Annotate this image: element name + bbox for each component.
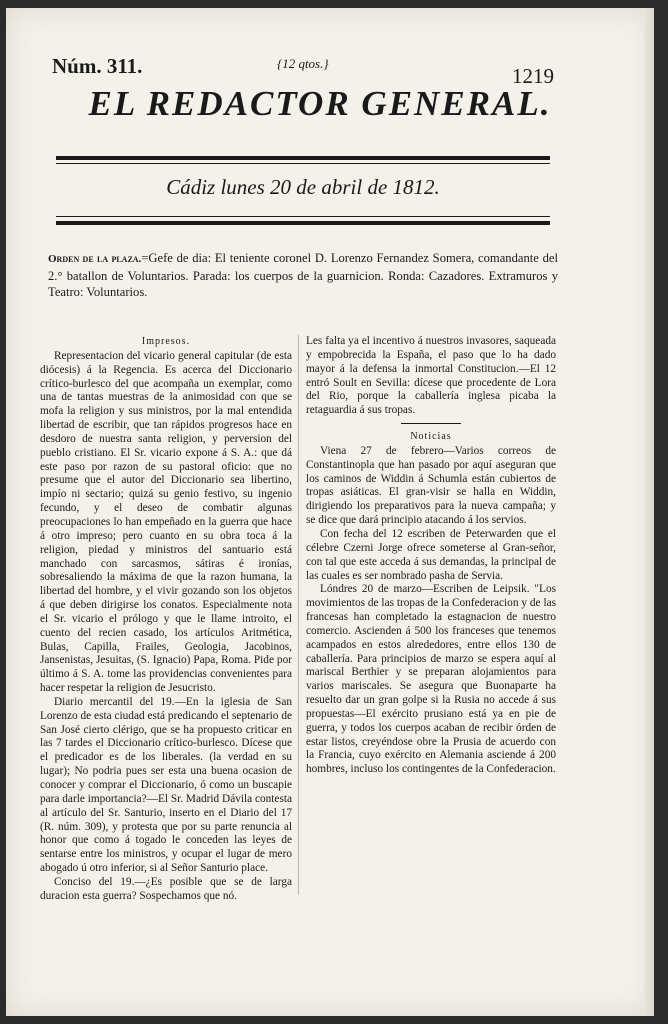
masthead-title: EL REDACTOR GENERAL. (88, 84, 552, 123)
column-divider (298, 335, 299, 895)
issue-number: Núm. 311. (52, 54, 143, 78)
section-rule (401, 423, 461, 424)
orden-label: Orden de la plaza. (48, 253, 142, 265)
dateline: Cádiz lunes 20 de abril de 1812. (166, 175, 440, 199)
news-londres: Lóndres 20 de marzo—Escriben de Leipsik. "Los movimientos de las tropas de la Confederacion y de las francesas han completado la estagnacion de nuestro comercio. Ascienden á 500 los franceses que tenemos acampados en estos alrededores, entre ellos 130 de caballería. Para principios de marzo se espera aquí al mariscal Berthier y se preparan alojamientos para varios mariscales. Se asegura que Buonaparte ha resuelto dar un gran golpe si la Rusia no accede á sus propuestas—El exército prusiano está ya en pie de guerra, y todos los cuerpos acaban de recibir órden de estar listos, creyéndose obre la Prusia de acuerdo con la Francia, cuyo exército en Alemania asciende á 200 hombres, incluso los contingentes de la Confederacion. (306, 583, 556, 776)
orden-de-la-plaza (48, 250, 558, 301)
dateline-rule-thin (56, 216, 550, 217)
article-conciso: Conciso del 19.—¿Es posible que se de larga duracion esta guerra? Sospechamos que nó. (40, 875, 292, 902)
article-continuation: Les falta ya el incentivo á nuestros invasores, saqueada y empobrecida la España, el paso que lo ha dado mayor á la defensa la inmortal Constitucion.—El 12 entró Soult en Sevilla: dícese que procedente de Lora del Rio, porque la caballería inglesa picaba la retaguardia á sus tropas. (306, 335, 556, 417)
issue-price: {12 qtos.} (277, 56, 329, 71)
noticias-heading: Noticias (410, 431, 452, 443)
news-peterwarden: Con fecha del 12 escriben de Peterwarden que el célebre Czerni Jorge ofrece someterse al Gran-señor, con tal que este acceda á sus demandas, la principal de las cuales es ser nombrado pasha de Servia. (306, 527, 556, 582)
page-number: 1219 (512, 64, 554, 88)
article-representacion: Representacion del vicario general capitular (de esta diócesis) á la Regencia. Es acerca del Diccionario crítico-burlesco del que acompaña un exemplar, como una de tantas muestras de la animosidad con que se mofa la religion y sus ministros, por la mal entendida libertad de escribir, que tan rápidos progresos hace en desdoro de nuestra santa religion, y perversion del pueblo cristiano. El Sr. vicario expone á S. A.: que dá este paso por razon de su pastoral oficio: que no presume que el autor del Diccionario sea libertino, impío ni sectario; quizá su genio festivo, su ingenio fecundo, y el deseo de combatir algunas preocupaciones lo han empeñado en la guerra que hace á otro impreso; pero cuanto en su obra toca á la religion, piedad y ministros del santuario está manchado con sarcasmos, sátiras é ironías, sobresaliendo la máxima de que la razon humana, la libertad del hombre, y el vivir gozando son los objetos á que deben dirigirse los conatos. Especialmente nota el Sr. vicario el prólogo y que le llame introito, el cuento del recien casado, los artículos Aritmética, Bulas, Capilla, Frailes, Geologia, Jacobinos, Jansenistas, Jesuitas, (S. Ignacio) Papa, Roma. Pide por último á S. A. tome las providencias convenientes para hacer respetar la religion de Jesucristo. (40, 349, 292, 695)
orden-text: =Gefe de dia: El teniente coronel D. Lorenzo Fernandez Somera, comandante del 2.° batallon de Voluntarios. Parada: los cuerpos de la guarnicion. Ronda: Cazadores. Extramuros y Teatro: Voluntarios. (48, 251, 558, 300)
masthead-rule-top-thin (56, 163, 550, 164)
column-right (306, 335, 556, 777)
masthead-rule-top-thick (56, 156, 550, 160)
article-diario-mercantil: Diario mercantil del 19.—En la iglesia de San Lorenzo de esta ciudad está predicando el septenario de San José cierto clérigo, que se ha propuesto criticar en las 7 tardes el Diccionario crítico-burlesco. Dícese que el predicador es de los liberales. (la verdad en su lugar); No podria pues ser esta una buena ocasion de conocer y comprar el Diccionario, ó como un buscapie para darle importancia?—El Sr. Madrid Dávila contesta al artículo del Sr. Santurio, inserto en el Diario del 17 (R. núm. 309), y protesta que por su parte renuncia al honor que como á togado le conceden las leyes de sentarse entre los ministros, y ocupar el lugar de mero abogado ú otro inferior, si al Señor Santurio place. (40, 695, 292, 875)
column-left (40, 335, 292, 904)
impresos-heading: Impresos. (141, 336, 191, 347)
page-edge (644, 8, 654, 1016)
dateline-rule-thick (56, 221, 550, 225)
news-viena: Viena 27 de febrero—Varios correos de Constantinopla que han pasado por aquí aseguran que los caminos de Widdin á Schumla están cubiertos de tropas asiáticas. El gran-visir se halla en Widdin, dirigiendo los preparativos para la nueva campaña; y se dice que dará principio atacando á los servios. (306, 444, 556, 527)
